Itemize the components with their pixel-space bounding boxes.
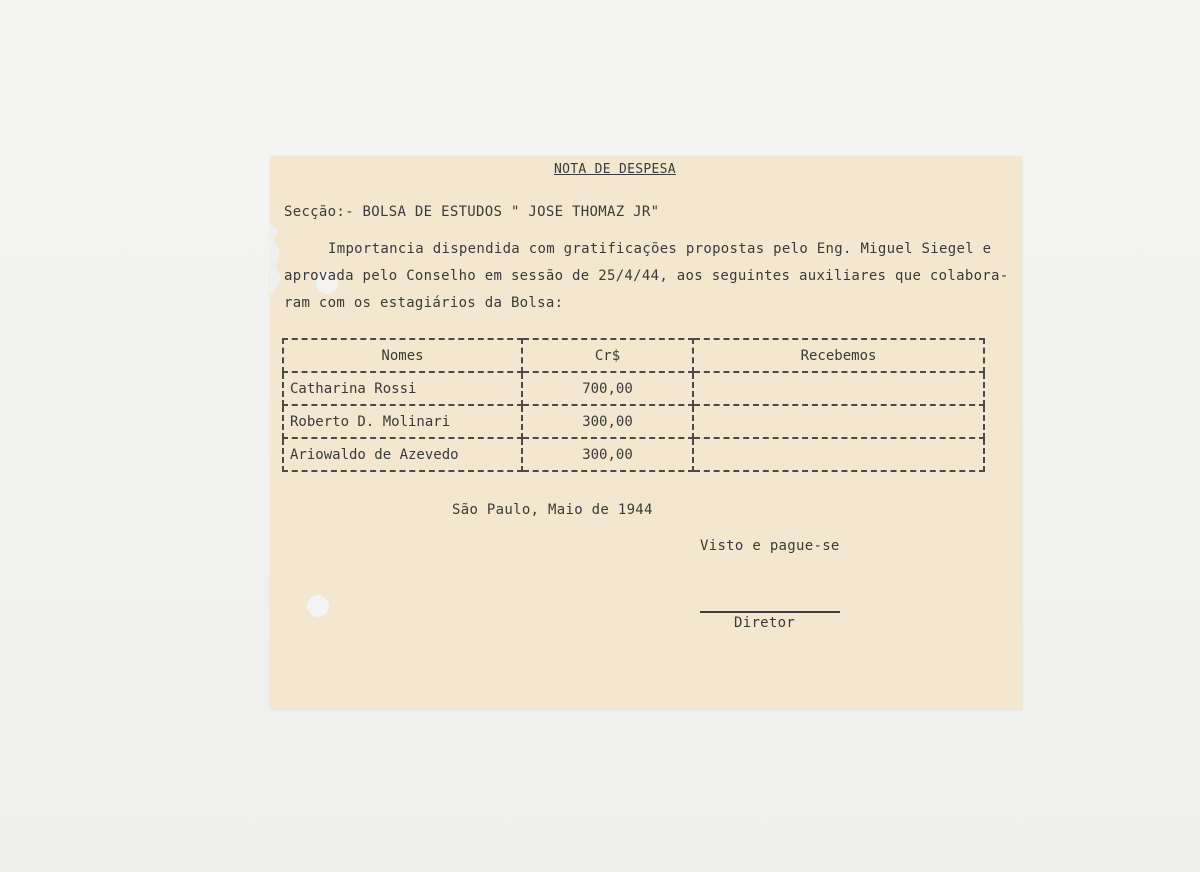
row-amount: 300,00: [522, 405, 693, 438]
section-line: Secção:- BOLSA DE ESTUDOS " JOSE THOMAZ JR": [284, 204, 660, 220]
approval-note: Visto e pague-se: [700, 538, 840, 554]
table-row: [283, 405, 984, 438]
row-name: Roberto D. Molinari: [283, 405, 522, 438]
paragraph-line: aprovada pelo Conselho em sessão de 25/4/44, aos seguintes auxiliares que colabora-: [284, 268, 1009, 284]
punch-hole-bottom: [307, 595, 329, 617]
header-amount: Cr$: [522, 339, 693, 372]
description-paragraph: [284, 236, 1024, 317]
payments-table: [282, 338, 985, 472]
table-row: [283, 372, 984, 405]
header-received: Recebemos: [693, 339, 984, 372]
torn-edge: [270, 224, 284, 294]
table-row: [283, 438, 984, 471]
row-amount: 700,00: [522, 372, 693, 405]
expense-note-paper: [270, 156, 1022, 710]
row-name: Catharina Rossi: [283, 372, 522, 405]
row-receipt: [693, 405, 984, 438]
paragraph-line: ram com os estagiários da Bolsa:: [284, 295, 564, 311]
paragraph-line: Importancia dispendida com gratificações propostas pelo Eng. Miguel Siegel e: [328, 241, 992, 257]
table-header-row: [283, 339, 984, 372]
document-title: NOTA DE DESPESA: [554, 162, 676, 177]
place-date: São Paulo, Maio de 1944: [452, 502, 653, 518]
row-receipt: [693, 438, 984, 471]
row-name: Ariowaldo de Azevedo: [283, 438, 522, 471]
signature-title: Diretor: [734, 615, 796, 631]
row-amount: 300,00: [522, 438, 693, 471]
signature-line: [700, 611, 840, 613]
header-names: Nomes: [283, 339, 522, 372]
row-receipt: [693, 372, 984, 405]
